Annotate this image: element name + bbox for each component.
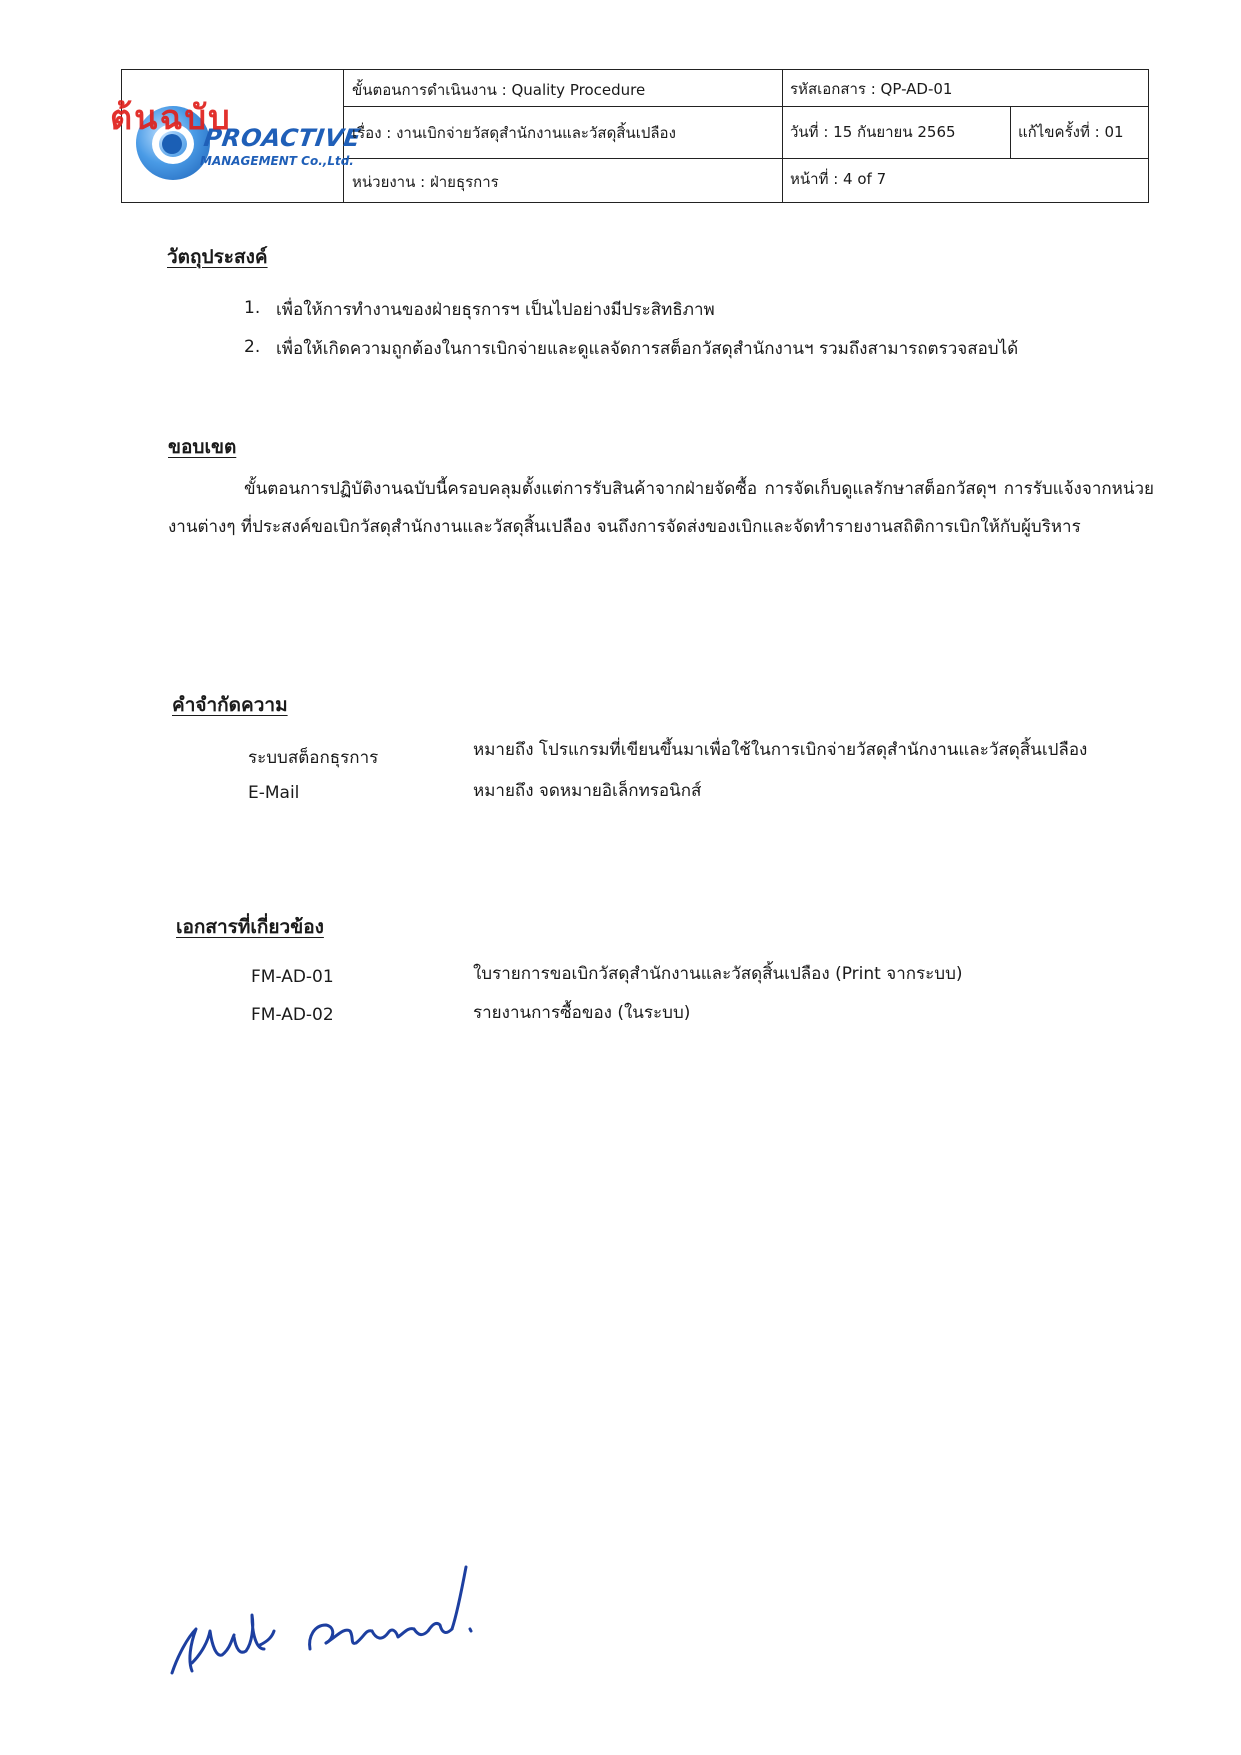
definition-term-1: ระบบสต็อกธุรการ — [248, 748, 379, 768]
logo-brand: PROACTIVE — [202, 124, 363, 152]
objective-heading: วัตถุประสงค์ — [167, 246, 268, 268]
objective-item-1-number: 1. — [244, 298, 261, 318]
revision-number: แก้ไขครั้งที่ : 01 — [1018, 123, 1124, 141]
doc-code: รหัสเอกสาร : QP-AD-01 — [790, 80, 953, 98]
related-docs-heading: เอกสารที่เกี่ยวข้อง — [176, 916, 324, 938]
definitions-heading: คำจำกัดความ — [172, 694, 288, 716]
related-doc-code-1: FM-AD-01 — [251, 967, 334, 987]
objective-item-2-number: 2. — [244, 337, 261, 357]
issue-date: วันที่ : 15 กันยายน 2565 — [790, 123, 956, 141]
definition-meaning-2: หมายถึง จดหมายอิเล็กทรอนิกส์ — [473, 781, 702, 801]
document-header — [110, 69, 1149, 203]
related-doc-title-2: รายงานการซื้อของ (ในระบบ) — [473, 1003, 691, 1023]
department-label: หน่วยงาน : ฝ่ายธุรการ — [352, 173, 499, 191]
logo-subtitle: MANAGEMENT Co.,Ltd. — [200, 154, 354, 168]
original-stamp: ต้นฉบับ — [110, 98, 232, 138]
objective-item-2: เพื่อให้เกิดความถูกต้องในการเบิกจ่ายและดูแลจัดการสต็อกวัสดุสำนักงานฯ รวมถึงสามารถตรวจสอบได้ — [276, 339, 1019, 359]
subject-title: เรื่อง : งานเบิกจ่ายวัสดุสำนักงานและวัสดุสิ้นเปลือง — [352, 124, 676, 142]
scope-heading: ขอบเขต — [168, 436, 237, 458]
related-doc-title-1: ใบรายการขอเบิกวัสดุสำนักงานและวัสดุสิ้นเปลือง (Print จากระบบ) — [473, 964, 963, 984]
scope-paragraph: ขั้นตอนการปฏิบัติงานฉบับนี้ครอบคลุมตั้งแต่การรับสินค้าจากฝ่ายจัดซื้อ การจัดเก็บดูแลรักษาสต็อกวัสดุฯ การรับแจ้งจากหน่วยงานต่างๆ ที่ประสงค์ขอเบิกวัสดุสำนักงานและวัสดุสิ้นเปลือง จนถึงการจัดส่งของเบิกและจัดทำรายงานสถิติการเบิกให้กับผู้บริหาร — [168, 479, 1154, 537]
handwritten-signature — [160, 1545, 490, 1685]
objective-item-1: เพื่อให้การทำงานของฝ่ายธุรการฯ เป็นไปอย่างมีประสิทธิภาพ — [276, 300, 715, 320]
related-doc-code-2: FM-AD-02 — [251, 1005, 334, 1025]
page-number: หน้าที่ : 4 of 7 — [790, 170, 887, 188]
definition-term-2: E-Mail — [248, 783, 300, 803]
procedure-title: ขั้นตอนการดำเนินงาน : Quality Procedure — [352, 81, 646, 99]
definition-meaning-1: หมายถึง โปรแกรมที่เขียนขึ้นมาเพื่อใช้ในการเบิกจ่ายวัสดุสำนักงานและวัสดุสิ้นเปลือง — [473, 740, 1088, 760]
